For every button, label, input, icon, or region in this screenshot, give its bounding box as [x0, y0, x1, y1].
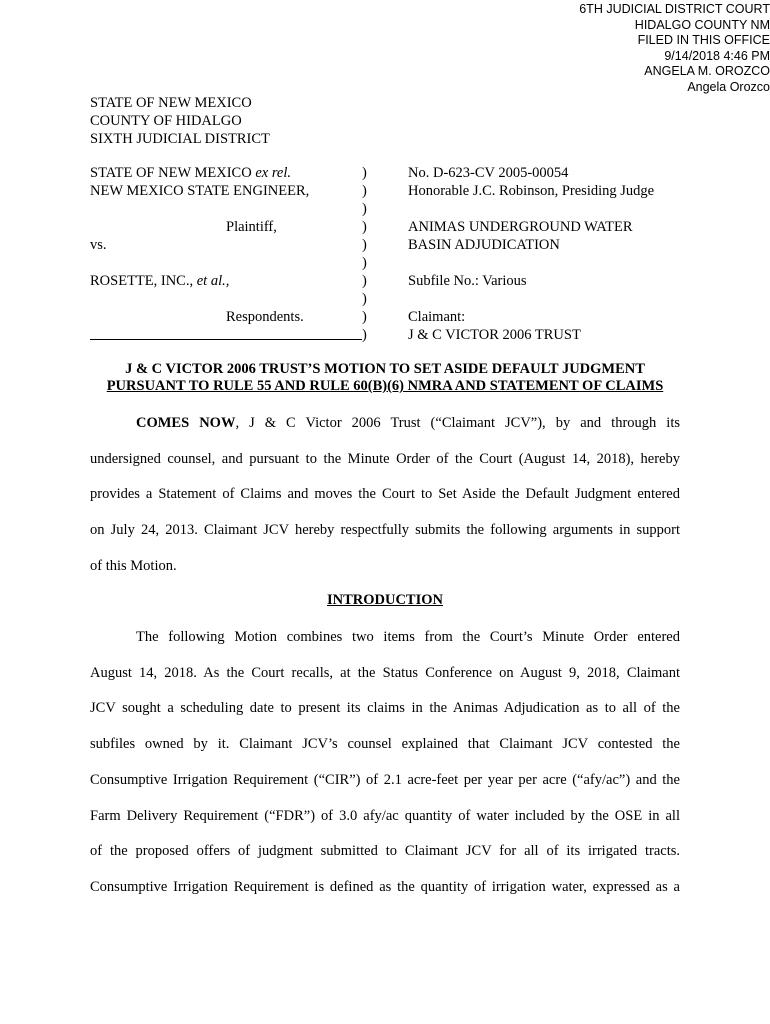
caption-paren: ) [362, 273, 367, 289]
stamp-court: 6TH JUDICIAL DISTRICT COURT [579, 2, 770, 16]
plaintiff-name-line1: STATE OF NEW MEXICO ex rel. [90, 165, 292, 181]
caption-row [90, 326, 690, 344]
caption-row [90, 164, 690, 182]
caption-row [90, 254, 690, 272]
versus: vs. [90, 237, 107, 253]
paragraph-line: undersigned counsel, and pursuant to the Minute Order of the Court (August 14, 2018), hereby [90, 450, 680, 467]
paragraph-line: Farm Delivery Requirement (“FDR”) of 3.0 afy/ac quantity of water included by the OSE in all [90, 807, 680, 824]
caption-row [90, 290, 690, 308]
court-heading-state: STATE OF NEW MEXICO [90, 95, 252, 111]
matter-line1: ANIMAS UNDERGROUND WATER [408, 219, 633, 235]
caption-paren: ) [362, 237, 367, 253]
case-caption [90, 164, 690, 344]
caption-paren: ) [362, 255, 367, 271]
paragraph-line: on July 24, 2013. Claimant JCV hereby respectfully submits the following arguments in support [90, 522, 680, 539]
caption-row [90, 182, 690, 200]
caption-paren: ) [362, 219, 367, 235]
comes-now-lead: COMES NOW [136, 415, 236, 431]
paragraph-line: COMES NOW, J & C Victor 2006 Trust (“Claimant JCV”), by and through its [136, 415, 681, 431]
filing-stamp [579, 2, 770, 95]
caption-row [90, 200, 690, 218]
plaintiff-role: Plaintiff, [226, 219, 277, 235]
caption-row [90, 308, 690, 326]
court-heading-district: SIXTH JUDICIAL DISTRICT [90, 131, 270, 147]
caption-paren: ) [362, 183, 367, 199]
caption-paren: ) [362, 309, 367, 325]
caption-paren: ) [362, 201, 367, 217]
paragraph-line: Consumptive Irrigation Requirement (“CIR”) of 2.1 acre-feet per year per acre (“afy/ac”) and the [90, 771, 680, 788]
caption-paren: ) [362, 165, 367, 181]
paragraph-line: JCV sought a scheduling date to present its claims in the Animas Adjudication as to all of the [90, 700, 680, 717]
caption-paren: ) [362, 291, 367, 307]
paragraph-comes-now [90, 406, 680, 585]
paragraph-line: subfiles owned by it. Claimant JCV’s counsel explained that Claimant JCV contested the [90, 736, 680, 753]
subfile-number: Subfile No.: Various [408, 273, 527, 289]
caption-row [90, 236, 690, 254]
paragraph-line: of the proposed offers of judgment submitted to Claimant JCV for all of its irrigated tracts. [90, 843, 680, 860]
paragraph-line: The following Motion combines two items from the Court’s Minute Order entered [136, 629, 680, 645]
caption-row [90, 218, 690, 236]
stamp-clerk: ANGELA M. OROZCO [644, 64, 770, 78]
stamp-status: FILED IN THIS OFFICE [637, 33, 770, 47]
paragraph-line: August 14, 2018. As the Court recalls, at the Status Conference on August 9, 2018, Claimant [90, 664, 680, 681]
matter-line2: BASIN ADJUDICATION [408, 237, 560, 253]
motion-title [90, 361, 680, 395]
paragraph-line: of this Motion. [90, 557, 177, 574]
stamp-datetime: 9/14/2018 4:46 PM [664, 48, 770, 63]
claimant-name: J & C VICTOR 2006 TRUST [408, 327, 581, 343]
paragraph-introduction [90, 620, 680, 906]
motion-title-line2: PURSUANT TO RULE 55 AND RULE 60(B)(6) NMRA AND STATEMENT OF CLAIMS [106, 378, 664, 394]
paragraph-line: Consumptive Irrigation Requirement is defined as the quantity of irrigation water, expressed as a [90, 878, 680, 895]
claimant-label: Claimant: [408, 309, 466, 325]
case-number: No. D-623-CV 2005-00054 [408, 165, 569, 181]
caption-row [90, 272, 690, 290]
court-heading-county: COUNTY OF HIDALGO [90, 113, 242, 129]
respondent-role: Respondents. [226, 309, 304, 325]
court-heading [90, 94, 270, 148]
presiding-judge: Honorable J.C. Robinson, Presiding Judge [408, 183, 655, 199]
motion-title-line1: J & C VICTOR 2006 TRUST’S MOTION TO SET ASIDE DEFAULT JUDGMENT [125, 361, 645, 377]
stamp-county: HIDALGO COUNTY NM [634, 17, 770, 32]
respondent-name: ROSETTE, INC., et al., [90, 273, 230, 289]
paragraph-line: provides a Statement of Claims and moves the Court to Set Aside the Default Judgment entered [90, 486, 680, 503]
stamp-signature: Angela Orozco [687, 79, 770, 94]
section-heading-introduction: INTRODUCTION [326, 592, 443, 608]
caption-paren: ) [362, 327, 367, 343]
caption-divider [90, 339, 362, 340]
plaintiff-name-line2: NEW MEXICO STATE ENGINEER, [90, 183, 310, 199]
